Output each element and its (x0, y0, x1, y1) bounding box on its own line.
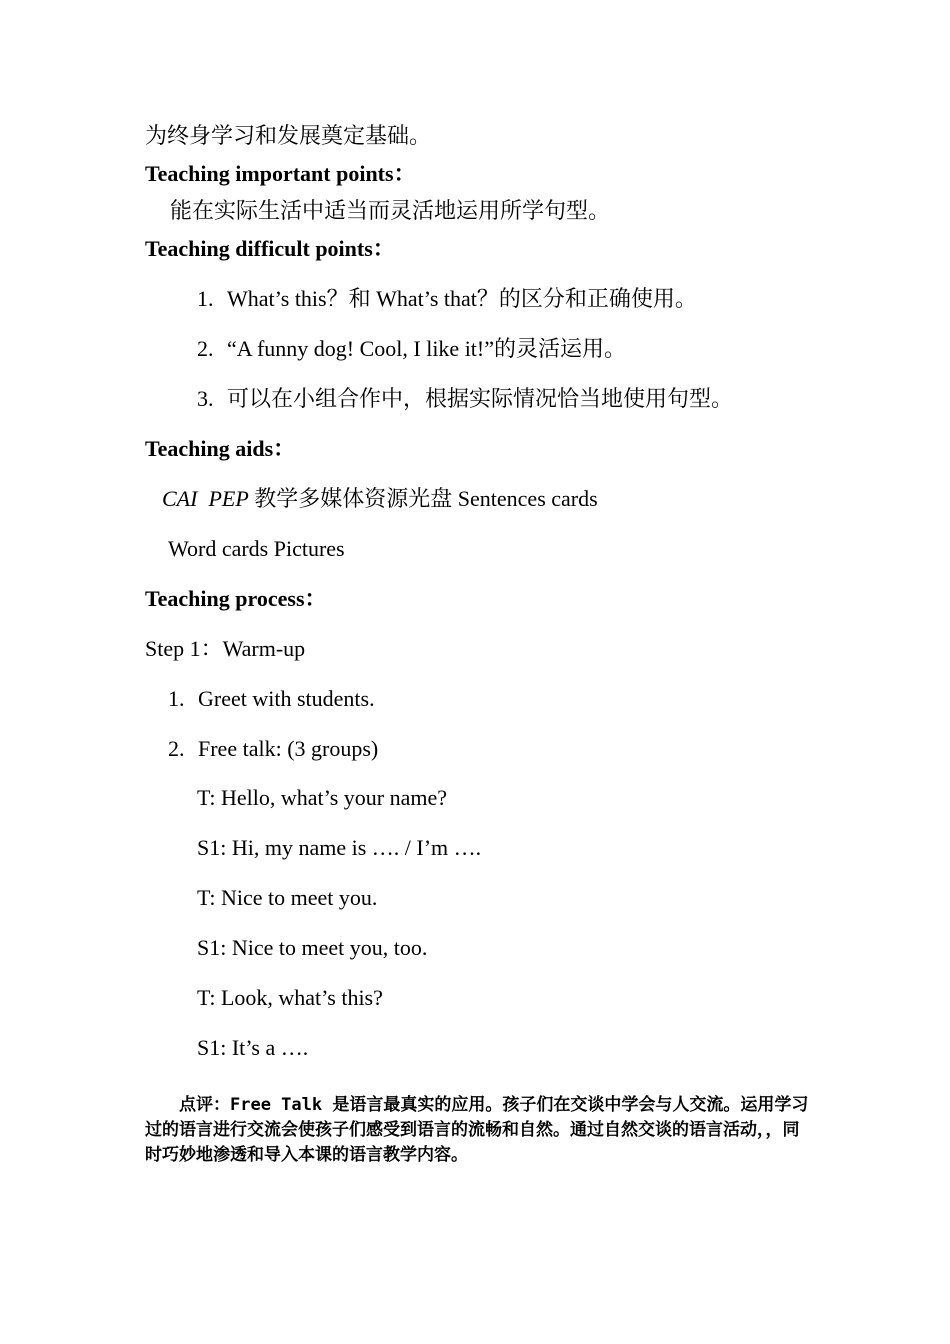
difficult-points-heading: Teaching difficult points： (145, 236, 395, 261)
difficult-item (197, 334, 626, 364)
step-heading: Step 1：Warm-up (145, 636, 306, 661)
dialogue-line: S1: Nice to meet you, too. (197, 935, 428, 960)
list-number: 2. (197, 336, 214, 361)
teaching-aids-line-1 (162, 484, 598, 514)
difficult-item (197, 384, 733, 414)
teacher-comment: 点评：Free Talk 是语言最真实的应用。孩子们在交谈中学会与人交流。运用学习过的语言进行交流会使孩子们感受到语言的流畅和自然。通过自然交谈的语言活动，，同时巧妙地渗透和导入本课的语言教学内容。 (145, 1095, 809, 1165)
dialogue-line: S1: It’s a …. (197, 1035, 309, 1060)
important-points-text: 能在实际生活中适当而灵活地运用所学句型。 (170, 198, 611, 223)
teaching-process-heading: Teaching process： (145, 586, 327, 611)
pep-label: PEP (208, 486, 249, 511)
intro-line: 为终身学习和发展奠定基础。 (145, 123, 432, 148)
difficult-item (197, 284, 697, 314)
important-points-heading: Teaching important points： (145, 161, 416, 186)
process-item (168, 734, 378, 764)
list-number: 1. (197, 286, 214, 311)
aids-rest: 教学多媒体资源光盘 Sentences cards (254, 486, 598, 511)
cai-label: CAI (162, 486, 198, 511)
list-number: 2. (168, 736, 185, 761)
list-number: 1. (168, 686, 185, 711)
list-text: What’s this？和 What’s that？的区分和正确使用。 (227, 286, 697, 311)
dialogue-line: S1: Hi, my name is …. / I’m …. (197, 835, 482, 860)
dialogue-line: T: Nice to meet you. (197, 885, 378, 910)
list-text: Free talk: (3 groups) (198, 736, 379, 761)
dialogue-line: T: Hello, what’s your name? (197, 785, 448, 810)
teaching-aids-heading: Teaching aids： (145, 436, 296, 461)
list-text: 可以在小组合作中，根据实际情况恰当地使用句型。 (227, 386, 734, 411)
list-text: Greet with students. (198, 686, 375, 711)
dialogue-line: T: Look, what’s this? (197, 985, 383, 1010)
list-number: 3. (197, 386, 214, 411)
list-text: “A funny dog! Cool, I like it!”的灵活运用。 (227, 336, 627, 361)
process-item (168, 684, 375, 714)
teaching-aids-line-2: Word cards Pictures (168, 536, 345, 561)
